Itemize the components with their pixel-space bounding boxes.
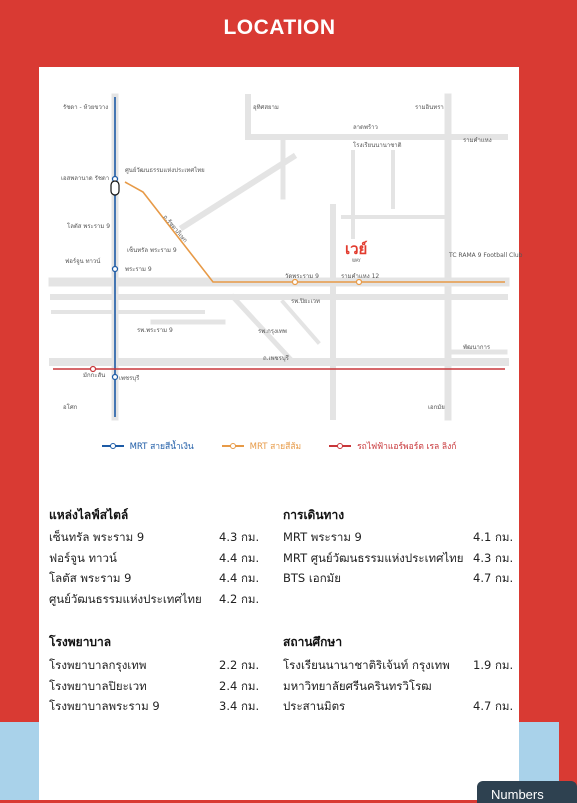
item-name: ศูนย์วัฒนธรรมแห่งประเทศไทย	[49, 592, 202, 606]
map-label: โลตัส พระราม 9	[67, 223, 111, 230]
map-label: เอสพลานาด รัชดา	[61, 175, 110, 182]
location-map	[53, 97, 523, 417]
legend-item	[102, 439, 194, 453]
item-distance: 4.4 กม.	[219, 571, 260, 585]
map-label: ถ.เพชรบุรี	[263, 355, 289, 362]
list-item	[49, 591, 259, 609]
item-distance: 1.9 กม.	[473, 658, 514, 672]
map-label: รัชดา - ห้วยขวาง	[63, 104, 109, 111]
item-name: MRT ศูนย์วัฒนธรรมแห่งประเทศไทย	[283, 551, 464, 565]
map-label: อุทิศสยาม	[253, 104, 279, 111]
list-item	[283, 529, 513, 547]
legend-item	[222, 439, 301, 453]
item-name: โลตัส พระราม 9	[49, 571, 132, 585]
map-label: อโศก	[63, 404, 78, 411]
map-svg	[53, 97, 523, 417]
numbers-tab[interactable]: Numbers	[477, 781, 577, 803]
item-name: โรงพยาบาลปิยะเวท	[49, 679, 147, 693]
item-distance: 2.4 กม.	[219, 679, 260, 693]
item-name: ประสานมิตร	[283, 699, 346, 713]
map-label: เอกมัย	[428, 404, 445, 411]
legend-label: รถไฟฟ้าแอร์พอร์ต เรล ลิงก์	[357, 442, 457, 452]
item-distance: 4.3 กม.	[219, 530, 260, 544]
map-label: รพ.กรุงเทพ	[258, 328, 287, 335]
item-distance: 4.4 กม.	[219, 551, 260, 565]
list-item	[283, 698, 513, 716]
item-distance: 2.2 กม.	[219, 658, 260, 672]
list-item	[283, 550, 513, 568]
item-name: โรงพยาบาลกรุงเทพ	[49, 658, 147, 672]
legend-label: MRT สายสีส้ม	[249, 442, 302, 452]
item-name: ฟอร์จูน ทาวน์	[49, 551, 117, 565]
map-label: วัดพระราม 9	[285, 273, 319, 280]
list-item	[49, 678, 259, 696]
legend-label: MRT สายสีน้ำเงิน	[129, 442, 194, 452]
map-label: รพ.ปิยะเวท	[291, 298, 321, 305]
map-label: รพ.พระราม 9	[137, 327, 173, 334]
map-legend	[39, 439, 519, 453]
list-item	[49, 529, 259, 547]
list-item	[283, 657, 513, 675]
item-name: โรงเรียนนานาชาติริเจ้นท์ กรุงเทพ	[283, 658, 450, 672]
map-label: พัฒนาการ	[463, 344, 491, 351]
page-title: LOCATION	[223, 16, 336, 39]
list-item	[49, 657, 259, 675]
lifestyle-title: แหล่งไลฟ์สไตล์	[49, 508, 129, 522]
map-label: TC RAMA 9 Football Club	[449, 252, 523, 259]
item-distance: 4.7 กม.	[473, 571, 514, 585]
map-label: เพชรบุรี	[119, 375, 140, 382]
list-item	[49, 570, 259, 588]
item-distance: 4.7 กม.	[473, 699, 514, 713]
item-distance: 4.1 กม.	[473, 530, 514, 544]
education-title: สถานศึกษา	[283, 635, 343, 649]
list-item	[283, 678, 513, 696]
item-name: BTS เอกมัย	[283, 571, 341, 585]
blue-line-icon	[102, 445, 124, 447]
legend-item	[329, 439, 456, 453]
transport-title: การเดินทาง	[283, 508, 345, 522]
map-label: รามคำแหง 12	[341, 273, 380, 280]
item-name: มหาวิทยาลัยศรีนครินทรวิโรฒ	[283, 679, 432, 693]
map-label: ลาดพร้าว	[353, 124, 378, 131]
item-distance: 3.4 กม.	[219, 699, 260, 713]
map-label: ถ.รัชดาภิเษก	[161, 213, 189, 245]
red-line-icon	[329, 445, 351, 447]
item-name: เซ็นทรัล พระราม 9	[49, 530, 145, 544]
map-label: มักกะสัน	[83, 372, 106, 379]
hospitals-title: โรงพยาบาล	[49, 635, 112, 649]
map-label: เซ็นทรัล พระราม 9	[127, 247, 177, 254]
map-label: รามอินทรา	[415, 104, 444, 111]
list-item	[49, 550, 259, 568]
project-marker-sub: WAY	[352, 258, 361, 263]
map-label: พระราม 9	[125, 266, 152, 273]
list-item	[49, 698, 259, 716]
map-label: รามคำแหง	[463, 137, 492, 144]
map-label: โรงเรียนนานาชาติ	[353, 142, 402, 149]
project-marker: เวย์	[345, 240, 368, 258]
map-label: ศูนย์วัฒนธรรมแห่งประเทศไทย	[125, 167, 205, 174]
orange-line-icon	[222, 445, 244, 447]
list-item	[283, 570, 513, 588]
item-distance: 4.2 กม.	[219, 592, 260, 606]
item-name: โรงพยาบาลพระราม 9	[49, 699, 160, 713]
item-distance: 4.3 กม.	[473, 551, 514, 565]
map-label: ฟอร์จูน ทาวน์	[65, 258, 101, 265]
item-name: MRT พระราม 9	[283, 530, 362, 544]
